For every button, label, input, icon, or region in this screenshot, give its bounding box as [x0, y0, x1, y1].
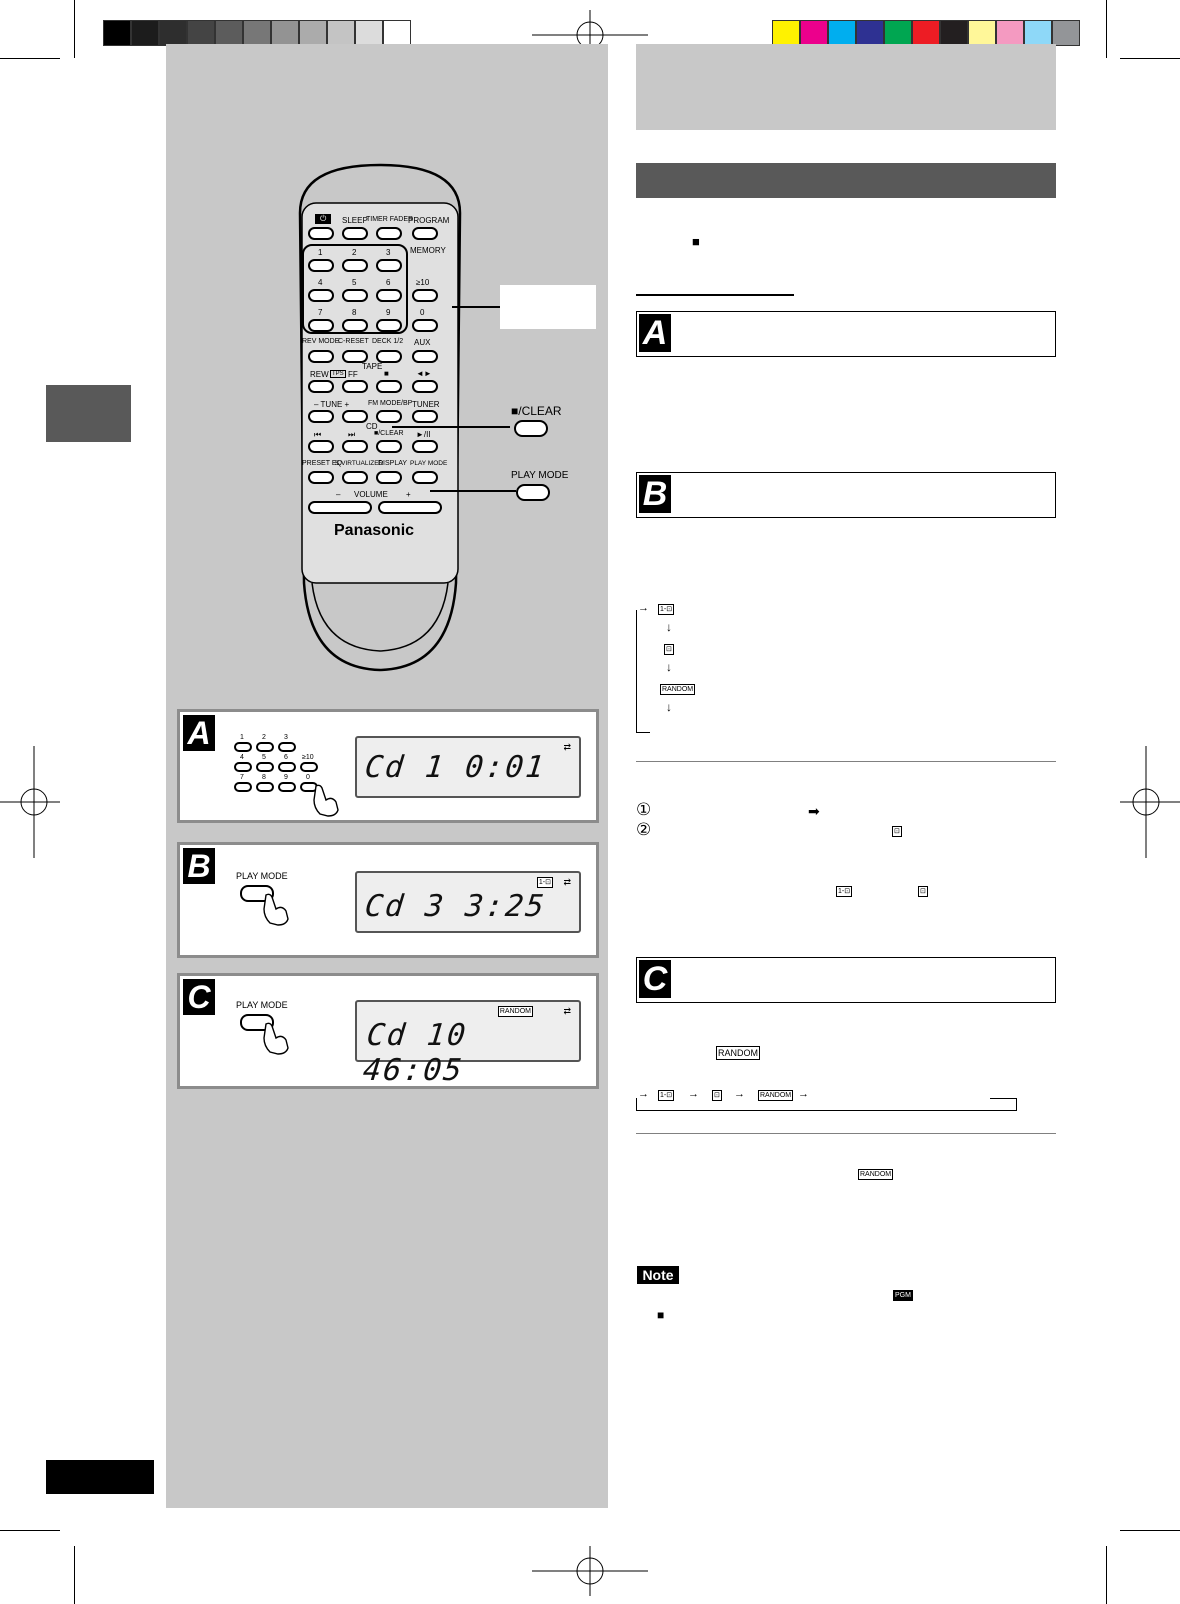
- power-button[interactable]: [308, 227, 334, 240]
- section-b-header: [636, 472, 1056, 518]
- step-arrow-icon: ➡: [808, 803, 820, 819]
- memory-label: MEMORY: [410, 246, 446, 255]
- repeat-inline-icon-2: ⊡: [920, 888, 926, 895]
- num-button-8[interactable]: [342, 319, 368, 332]
- cd-prev-label: ⏮: [314, 430, 322, 439]
- crop-mark: [1120, 58, 1180, 59]
- panel-letter-a: A: [183, 715, 215, 751]
- section-heading-bar: [636, 163, 1056, 198]
- lcd-text-a: Cd 1 0:01: [363, 750, 548, 785]
- panel-letter-b: B: [183, 848, 215, 884]
- number-pad-callout-line: [452, 306, 500, 308]
- preset-eq-label: PRESET EQ: [302, 460, 342, 467]
- random-indicator-icon: RANDOM: [499, 1008, 531, 1015]
- mini-key[interactable]: [278, 762, 296, 772]
- stop-icon: ■: [657, 1308, 665, 1322]
- cd-prev-button[interactable]: [308, 440, 334, 453]
- mini-num-label: 1: [240, 734, 244, 741]
- crop-mark: [1106, 1546, 1107, 1604]
- play-mode-button-label: PLAY MODE: [236, 871, 288, 881]
- mini-key[interactable]: [256, 742, 274, 752]
- repeat-mode-icon: ⊡: [714, 1092, 720, 1099]
- lcd-display-b: [355, 871, 581, 933]
- repeat-arrow-icon: ⇄: [563, 877, 571, 887]
- side-tab: [46, 385, 131, 442]
- num-label-3: 3: [386, 248, 391, 257]
- num-label-6: 6: [386, 278, 391, 287]
- panel-c: [177, 973, 599, 1089]
- divider: [636, 1133, 1056, 1134]
- volume-label: VOLUME: [354, 490, 388, 499]
- display-label: DISPLAY: [378, 460, 408, 467]
- cd-clear-button[interactable]: [376, 440, 402, 453]
- crop-mark: [74, 1546, 75, 1604]
- clear-callout-button[interactable]: [514, 420, 548, 437]
- ff-label: FF: [348, 370, 358, 379]
- pointing-hand-icon: [260, 1022, 290, 1056]
- panel-a: [177, 709, 599, 823]
- display-button[interactable]: [376, 471, 402, 484]
- cd-play-pause-button[interactable]: [412, 440, 438, 453]
- ff-button[interactable]: [342, 380, 368, 393]
- clear-callout-label: ■/CLEAR: [511, 404, 562, 418]
- cycle-arrow-icon: →: [688, 1088, 699, 1100]
- play-mode-callout-line: [430, 490, 516, 492]
- mini-num-label: ≥10: [302, 754, 314, 761]
- fm-mode-label: FM MODE/BP: [368, 400, 413, 407]
- remote-control: [300, 210, 460, 550]
- rev-mode-button[interactable]: [308, 350, 334, 363]
- s-virtualizer-button[interactable]: [342, 471, 368, 484]
- pointing-hand-icon: [310, 784, 340, 818]
- tuner-button[interactable]: [412, 410, 438, 423]
- mini-num-label: 7: [240, 774, 244, 781]
- one-repeat-mode-icon: 1-⊡: [660, 606, 673, 613]
- repeat-mode-icon: ⊡: [666, 646, 672, 653]
- cycle-loop-line: [636, 610, 637, 732]
- num-label-ge10: ≥10: [416, 278, 430, 287]
- mini-num-label: 2: [262, 734, 266, 741]
- repeat-inline-icon: ⊡: [894, 828, 900, 835]
- num-label-8: 8: [352, 308, 357, 317]
- down-arrow-icon: ↓: [666, 700, 672, 714]
- mini-num-label: 9: [284, 774, 288, 781]
- mini-key[interactable]: [278, 742, 296, 752]
- timer-fader-label: TIMER FADER: [366, 216, 414, 223]
- cycle-arrow-icon: →: [798, 1088, 809, 1100]
- num-label-2: 2: [352, 248, 357, 257]
- divider: [636, 761, 1056, 762]
- registration-mark: [1120, 746, 1180, 858]
- num-label-7: 7: [318, 308, 323, 317]
- mini-key[interactable]: [278, 782, 296, 792]
- cycle-loop-line: [636, 732, 650, 733]
- num-label-9: 9: [386, 308, 391, 317]
- tape-stop-label: ■: [384, 369, 389, 378]
- subheading-underline: [636, 294, 794, 296]
- mini-num-label: 5: [262, 754, 266, 761]
- num-button-6[interactable]: [376, 289, 402, 302]
- tps-label: TPS: [332, 371, 344, 377]
- number-pad-callout-box: [500, 285, 596, 329]
- mode-cycle-diagram: [636, 600, 716, 736]
- num-button-ge10[interactable]: [412, 289, 438, 302]
- sleep-label: SLEEP: [342, 216, 368, 225]
- num-button-4[interactable]: [308, 289, 334, 302]
- aux-label: AUX: [414, 338, 431, 347]
- c-reset-label: C-RESET: [338, 338, 369, 345]
- program-button[interactable]: [412, 227, 438, 240]
- clear-callout-line: [392, 426, 510, 428]
- volume-minus-label: –: [336, 490, 341, 499]
- num-label-0: 0: [420, 308, 425, 317]
- num-button-7[interactable]: [308, 319, 334, 332]
- tape-play-button[interactable]: [412, 380, 438, 393]
- pgm-icon: PGM: [895, 1292, 911, 1299]
- rew-label: REW: [310, 370, 329, 379]
- mini-num-label: 6: [284, 754, 288, 761]
- num-button-9[interactable]: [376, 319, 402, 332]
- aux-button[interactable]: [412, 350, 438, 363]
- tape-label: TAPE: [362, 362, 383, 371]
- tape-play-label: ◄►: [416, 369, 432, 378]
- play-mode-button[interactable]: [412, 471, 438, 484]
- play-mode-button-label: PLAY MODE: [236, 1000, 288, 1010]
- power-label: ⏻: [315, 214, 331, 224]
- program-label: PROGRAM: [408, 216, 450, 225]
- mini-key[interactable]: [234, 742, 252, 752]
- rev-mode-label: REV MODE: [302, 338, 340, 345]
- repeat-arrow-icon: ⇄: [563, 1006, 571, 1016]
- num-button-5[interactable]: [342, 289, 368, 302]
- mini-num-label: 3: [284, 734, 288, 741]
- repeat-arrow-icon: ⇄: [563, 742, 571, 752]
- registration-mark: [532, 1546, 648, 1596]
- num-button-3[interactable]: [376, 259, 402, 272]
- cycle-loop-line: [636, 1110, 1016, 1111]
- cd-next-label: ⏭: [348, 430, 356, 439]
- down-arrow-icon: ↓: [666, 660, 672, 674]
- cd-label: CD: [366, 422, 378, 431]
- tuner-label: TUNER: [412, 400, 440, 409]
- page-number-tab: [46, 1460, 154, 1494]
- mini-key[interactable]: [234, 782, 252, 792]
- s-virtualizer-label: S.VIRTUALIZER: [335, 460, 384, 467]
- lcd-display-c: [355, 1000, 581, 1088]
- num-button-0[interactable]: [412, 319, 438, 332]
- lcd-display-a: [355, 736, 581, 798]
- note-badge: Note: [637, 1266, 679, 1284]
- num-label-5: 5: [352, 278, 357, 287]
- lcd-text-b: Cd 3 3:25: [363, 889, 548, 924]
- section-letter-a: A: [639, 314, 671, 352]
- mini-num-label: 4: [240, 754, 244, 761]
- crop-mark: [1106, 0, 1107, 58]
- play-mode-callout-label: PLAY MODE: [511, 470, 569, 481]
- deck-label: DECK 1/2: [372, 338, 404, 345]
- random-mode-icon: RANDOM: [760, 1092, 792, 1099]
- mini-key[interactable]: [256, 782, 274, 792]
- cycle-loop-line: [1016, 1098, 1017, 1111]
- play-mode-callout-button[interactable]: [516, 484, 550, 501]
- brand-logo: Panasonic: [334, 522, 415, 539]
- sleep-button[interactable]: [342, 227, 368, 240]
- one-repeat-indicator-icon: 1-⊡: [538, 879, 551, 886]
- crop-mark: [0, 58, 60, 59]
- random-inline-icon: RANDOM: [718, 1048, 758, 1058]
- cycle-arrow-icon: →: [734, 1088, 745, 1100]
- section-letter-b: B: [639, 475, 671, 513]
- preset-eq-button[interactable]: [308, 471, 334, 484]
- crop-mark: [0, 1530, 60, 1531]
- num-button-1[interactable]: [308, 259, 334, 272]
- panel-b: [177, 842, 599, 958]
- cd-play-label: ►/II: [416, 430, 431, 439]
- section-letter-c: C: [639, 960, 671, 998]
- tune-up-button[interactable]: [342, 410, 368, 423]
- num-label-4: 4: [318, 278, 323, 287]
- cycle-arrow-icon: →: [638, 602, 649, 614]
- section-c-header: [636, 957, 1056, 1003]
- volume-up-button[interactable]: [378, 501, 442, 514]
- num-button-2[interactable]: [342, 259, 368, 272]
- crop-mark: [1120, 1530, 1180, 1531]
- step-two-marker: ②: [636, 820, 652, 839]
- volume-down-button[interactable]: [308, 501, 372, 514]
- mini-key[interactable]: [256, 762, 274, 772]
- section-a-header: [636, 311, 1056, 357]
- mini-key[interactable]: [234, 762, 252, 772]
- rew-button[interactable]: [308, 380, 334, 393]
- lcd-text-c: Cd 10 46:05: [361, 1018, 469, 1088]
- crop-mark: [74, 0, 75, 58]
- cd-clear-label: ■/CLEAR: [374, 430, 404, 437]
- mini-num-label: 0: [306, 774, 310, 781]
- tune-label: – TUNE +: [314, 400, 350, 409]
- timer-fader-button[interactable]: [376, 227, 402, 240]
- random-inline-icon-2: RANDOM: [860, 1171, 892, 1178]
- panel-letter-c: C: [183, 979, 215, 1015]
- mini-num-label: 8: [262, 774, 266, 781]
- tape-stop-button[interactable]: [376, 380, 402, 393]
- cycle-arrow-icon: →: [638, 1088, 649, 1100]
- title-block: [636, 44, 1056, 130]
- random-mode-icon: RANDOM: [662, 686, 694, 693]
- num-label-1: 1: [318, 248, 323, 257]
- one-repeat-mode-icon: 1-⊡: [660, 1092, 673, 1099]
- pointing-hand-icon: [260, 893, 290, 927]
- tune-down-button[interactable]: [308, 410, 334, 423]
- cycle-loop-line: [990, 1098, 1017, 1099]
- fm-mode-button[interactable]: [376, 410, 402, 423]
- play-mode-label: PLAY MODE: [410, 460, 448, 467]
- volume-plus-label: +: [406, 490, 411, 499]
- stop-icon: ■: [692, 234, 700, 249]
- one-repeat-inline-icon: 1-⊡: [838, 888, 851, 895]
- down-arrow-icon: ↓: [666, 620, 672, 634]
- step-one-marker: ①: [636, 800, 652, 819]
- cd-next-button[interactable]: [342, 440, 368, 453]
- mini-key[interactable]: [300, 762, 318, 772]
- registration-mark: [0, 746, 60, 858]
- mode-cycle-horizontal: [636, 1088, 1018, 1112]
